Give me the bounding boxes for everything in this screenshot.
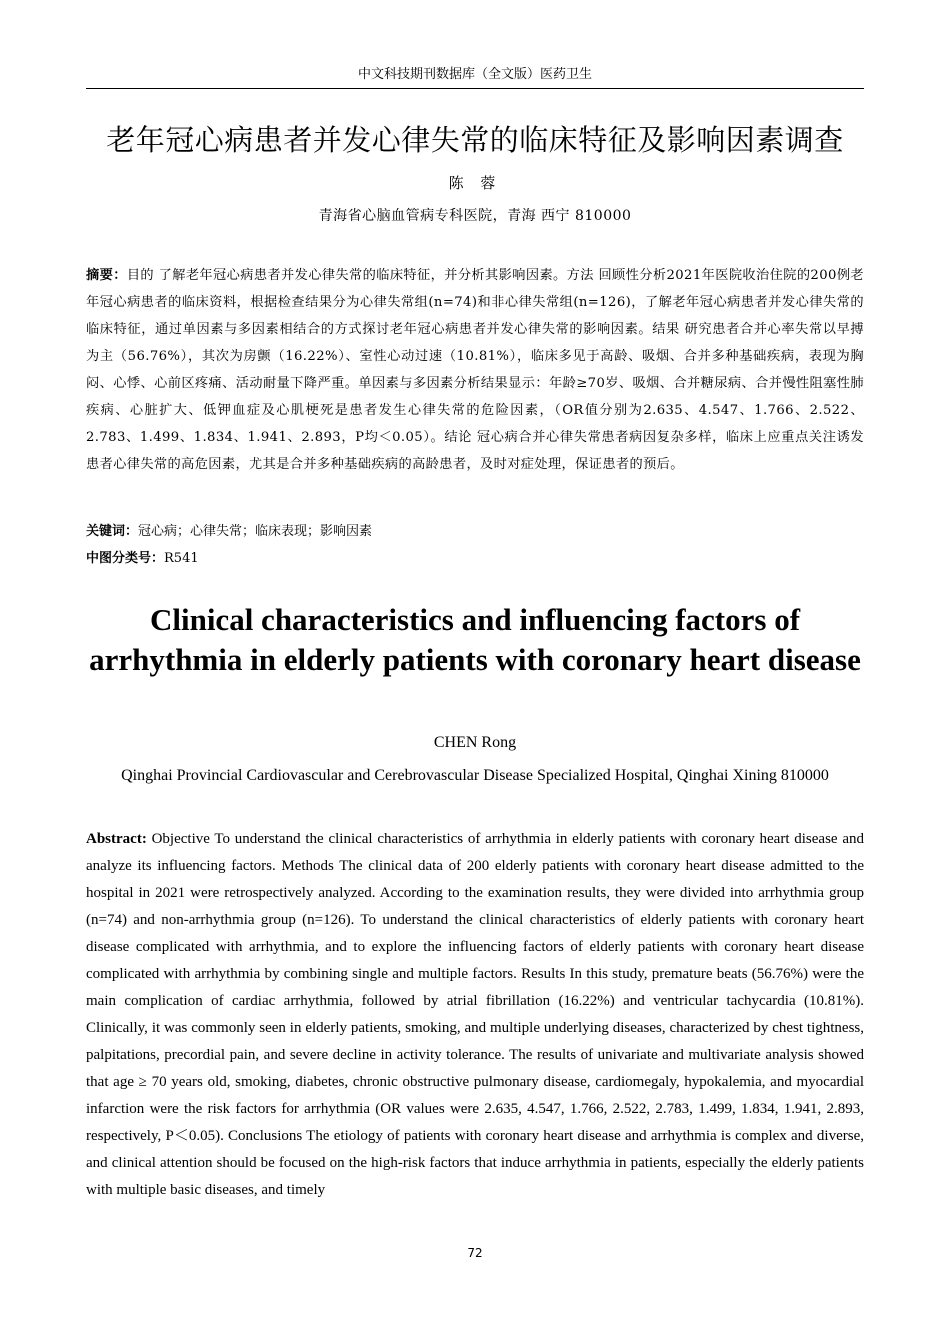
keywords-label: 关键词： <box>86 524 139 539</box>
chinese-author: 陈 蓉 <box>448 174 502 192</box>
chinese-keywords <box>86 519 864 545</box>
classification-label: 中图分类号： <box>86 551 165 566</box>
chinese-affiliation: 青海省心脑血管病专科医院，青海 西宁 810000 <box>318 208 632 224</box>
keywords-text: 冠心病；心律失常；临床表现；影响因素 <box>138 524 373 539</box>
english-abstract-text: Objective To understand the clinical characteristics of arrhythmia in elderly patients with coronary heart disease and analyze its influencing factors. Methods The clinical data of 200 elderly patients with coronary heart disease admitted to the hospital in 2021 were retrospectively analyzed. According to the examination results, they were divided into arrhythmia group (n=74) and non-arrhythmia group (n=126). To understand the clinical characteristics of elderly patients with coronary heart disease complicated with arrhythmia, and to explore the influencing factors of elderly patients with coronary heart disease complicated with arrhythmia by combining single and multiple factors. Results In this study, premature beats (56.76%) were the main complication of cardiac arrhythmia, followed by atrial fibrillation (16.22%) and ventricular tachycardia (10.81%). Clinically, it was commonly seen in elderly patients, smoking, and multiple underlying diseases, characterized by chest tightness, palpitations, precordial pain, and severe decline in activity tolerance. The results of univariate and multivariate analysis showed that age ≥ 70 years old, smoking, diabetes, chronic obstructive pulmonary disease, cardiomegaly, hypokalemia, and myocardial infarction were the risk factors for arrhythmia (OR values were 2.635, 4.547, 1.766, 2.522, 2.783, 1.499, 1.834, 1.941, 2.893, respectively, P＜0.05). Conclusions The etiology of patients with coronary heart disease and arrhythmia is complex and diverse, and clinical attention should be focused on the high-risk factors that induce arrhythmia in patients, especially the elderly patients with multiple basic diseases, and timely <box>86 831 864 1198</box>
english-abstract-label: Abstract: <box>86 831 147 847</box>
chinese-classification <box>86 546 864 572</box>
classification-text: R541 <box>164 551 199 566</box>
chinese-title: 老年冠心病患者并发心律失常的临床特征及影响因素调查 <box>106 123 844 157</box>
english-affiliation: Qinghai Provincial Cardiovascular and Cerebrovascular Disease Specialized Hospital, Qinghai Xining 810000 <box>121 767 829 784</box>
chinese-abstract <box>86 262 864 478</box>
page-number: 72 <box>467 1246 483 1260</box>
journal-header: 中文科技期刊数据库（全文版）医药卫生 <box>86 62 864 89</box>
english-title: Clinical characteristics and influencing factors of arrhythmia in elderly patients with coronary heart disease <box>89 602 861 677</box>
chinese-abstract-text: 目的 了解老年冠心病患者并发心律失常的临床特征，并分析其影响因素。方法 回顾性分析2021年医院收治住院的200例老年冠心病患者的临床资料，根据检查结果分为心律失常组(n=74)和非心律失常组(n=126)，了解老年冠心病患者并发心律失常的临床特征，通过单因素与多因素相结合的方式探讨老年冠心病患者并发心律失常的影响因素。结果 研究患者合并心率失常以早搏为主（56.76%），其次为房颤（16.22%）、室性心动过速（10.81%），临床多见于高龄、吸烟、合并多种基础疾病，表现为胸闷、心悸、心前区疼痛、活动耐量下降严重。单因素与多因素分析结果显示：年龄≥70岁、吸烟、合并糖尿病、合并慢性阻塞性肺疾病、心脏扩大、低钾血症及心肌梗死是患者发生心律失常的危险因素，（OR值分别为2.635、4.547、1.766、2.522、2.783、1.499、1.834、1.941、2.893，P均＜0.05）。结论 冠心病合并心律失常患者病因复杂多样，临床上应重点关注诱发患者心律失常的高危因素，尤其是合并多种基础疾病的高龄患者，及时对症处理，保证患者的预后。 <box>86 268 865 472</box>
english-author: CHEN Rong <box>433 734 517 751</box>
english-abstract <box>86 826 864 1204</box>
chinese-abstract-label: 摘要： <box>86 268 127 283</box>
